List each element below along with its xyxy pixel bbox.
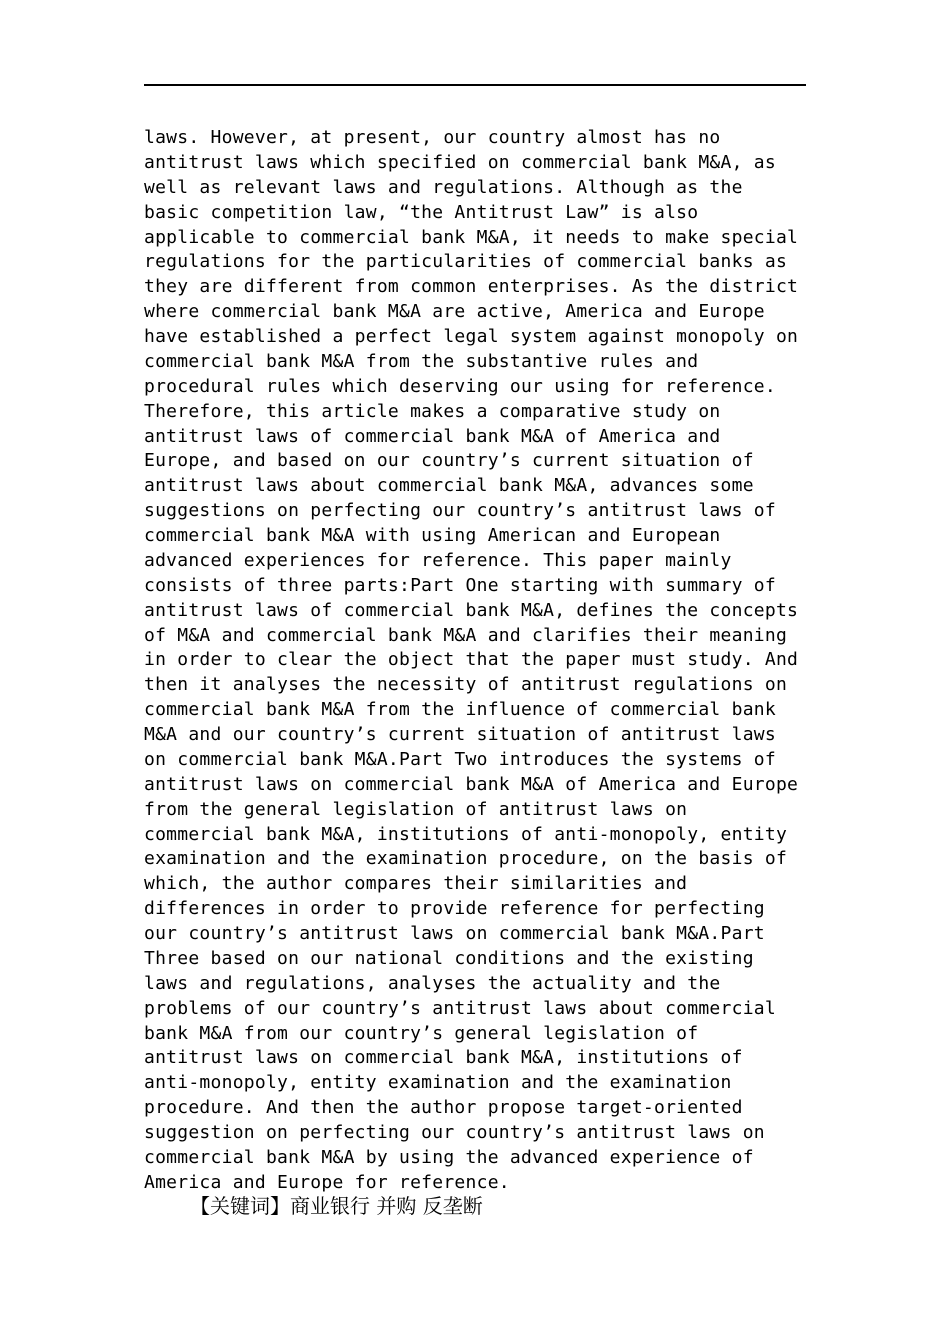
abstract-line: problems of our country’s antitrust laws about commercial <box>144 997 776 1019</box>
abstract-line: antitrust laws on commercial bank M&A, institutions of <box>144 1047 743 1069</box>
abstract-line: antitrust laws of commercial bank M&A, defines the concepts <box>144 599 799 621</box>
abstract-line: in order to clear the object that the paper must study. And <box>144 649 799 671</box>
abstract-line: of M&A and commercial bank M&A and clarifies their meaning <box>144 624 788 646</box>
abstract-line: laws and regulations, analyses the actuality and the <box>144 972 721 994</box>
abstract-line: where commercial bank M&A are active, America and Europe <box>144 301 765 323</box>
abstract-line: advanced experiences for reference. This paper mainly <box>144 549 732 571</box>
header-rule <box>144 84 806 86</box>
abstract-line: from the general legislation of antitrust laws on <box>144 798 688 820</box>
abstract-line: commercial bank M&A with using American and European <box>144 525 721 546</box>
abstract-line: anti-monopoly, entity examination and the examination <box>144 1072 732 1094</box>
abstract-line: America and Europe for reference. <box>144 1171 510 1193</box>
abstract-line: on commercial bank M&A.Part Two introduces the systems of <box>144 748 776 770</box>
abstract-line: Three based on our national conditions and the existing <box>144 947 754 969</box>
abstract-line: antitrust laws about commercial bank M&A, advances some <box>144 475 754 497</box>
abstract-line: commercial bank M&A from the influence of commercial bank <box>144 699 776 721</box>
abstract-line: commercial bank M&A, institutions of anti-monopoly, entity <box>144 823 788 845</box>
abstract-line: procedure. And then the author propose target-oriented <box>144 1097 743 1119</box>
abstract-line: suggestions on perfecting our country’s antitrust laws of <box>144 500 776 522</box>
abstract-line: applicable to commercial bank M&A, it needs to make special <box>144 226 799 248</box>
abstract-line: antitrust laws of commercial bank M&A of America and <box>144 425 721 447</box>
abstract-line: basic competition law, “the Antitrust Law” is also <box>144 201 699 223</box>
abstract-line: Europe, and based on our country’s current situation of <box>144 450 754 472</box>
abstract-line: antitrust laws which specified on commercial bank M&A, as <box>144 151 776 173</box>
abstract-line: commercial bank M&A by using the advanced experience of <box>144 1146 754 1168</box>
abstract-line: antitrust laws on commercial bank M&A of America and Europe <box>144 773 799 795</box>
abstract-line: bank M&A from our country’s general legislation of <box>144 1022 699 1044</box>
abstract-line: differences in order to provide reference for perfecting <box>144 898 765 920</box>
abstract-line: examination and the examination procedure, on the basis of <box>144 848 788 870</box>
abstract-line: laws. However, at present, our country almost has no <box>144 127 721 148</box>
abstract-line: then it analyses the necessity of antitrust regulations on <box>144 674 788 696</box>
abstract-line: our country’s antitrust laws on commercial bank M&A.Part <box>144 923 765 944</box>
abstract-line: M&A and our country’s current situation of antitrust laws <box>144 724 776 745</box>
abstract-line: Therefore, this article makes a comparative study on <box>144 400 721 422</box>
abstract-line: suggestion on perfecting our country’s antitrust laws on <box>144 1122 765 1143</box>
abstract-line: consists of three parts:Part One starting with summary of <box>144 574 776 596</box>
abstract-line: which, the author compares their similarities and <box>144 873 688 895</box>
abstract-line: procedural rules which deserving our using for reference. <box>144 375 776 397</box>
abstract-line: have established a perfect legal system against monopoly on <box>144 326 799 347</box>
abstract-line: well as relevant laws and regulations. Although as the <box>144 176 743 198</box>
abstract-line: regulations for the particularities of commercial banks as <box>144 251 788 273</box>
abstract-body <box>144 126 814 1196</box>
keywords-line: 【关键词】商业银行 并购 反垄断 <box>190 1194 483 1218</box>
abstract-line: commercial bank M&A from the substantive rules and <box>144 350 699 372</box>
abstract-line: they are different from common enterprises. As the district <box>144 276 799 298</box>
